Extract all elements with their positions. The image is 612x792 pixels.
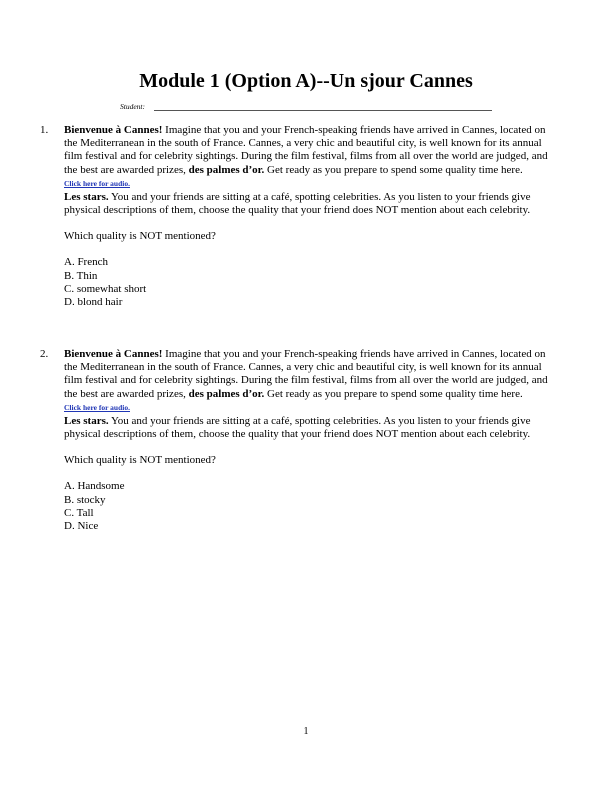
question-block-2 xyxy=(40,348,550,533)
intro-text-end: Get ready as you prepare to spend some quality time here. xyxy=(264,387,523,400)
question-intro xyxy=(64,124,550,177)
intro-text: Imagine that you and your French-speaking friends have arrived in Cannes, located on the Mediterranean in the south of France. Cannes, a very chic and beautiful city, is well known for its annual film festival and for celebrity sightings. During the film festival, films from all over the world are judged, and the best are awarded prizes, xyxy=(64,124,548,176)
answer-option[interactable]: B. stocky xyxy=(64,493,106,506)
question-context xyxy=(64,415,550,441)
answer-option[interactable]: A. Handsome xyxy=(64,480,125,493)
audio-link[interactable]: Click here for audio. xyxy=(64,402,130,412)
intro-heading: Bienvenue à Cannes! xyxy=(64,348,163,360)
context-text: You and your friends are sitting at a café, spotting celebrities. As you listen to your friends give physical descriptions of them, choose the quality that your friend does NOT mention about each celebrity. xyxy=(64,190,531,217)
page-title: Module 1 (Option A)--Un sjour Cannes xyxy=(139,70,473,92)
answer-option[interactable]: C. Tall xyxy=(64,506,94,519)
answer-option[interactable]: B. Thin xyxy=(64,269,98,282)
question-context xyxy=(64,191,550,217)
intro-emphasis: des palmes d’or. xyxy=(188,387,265,400)
audio-link[interactable]: Click here for audio. xyxy=(64,178,130,188)
answer-option[interactable]: D. Nice xyxy=(64,520,99,533)
context-heading: Les stars. xyxy=(64,414,109,427)
intro-text: Imagine that you and your French-speaking friends have arrived in Cannes, located on the Mediterranean in the south of France. Cannes, a very chic and beautiful city, is well known for its annual film festival and for celebrity sightings. During the film festival, films from all over the world are judged, and the best are awarded prizes, xyxy=(64,348,548,400)
answer-options xyxy=(64,480,550,533)
intro-heading: Bienvenue à Cannes! xyxy=(64,124,163,136)
answer-option[interactable]: C. somewhat short xyxy=(64,282,147,295)
answer-option[interactable]: A. French xyxy=(64,256,108,269)
question-number: 2. xyxy=(40,348,49,360)
question-prompt: Which quality is NOT mentioned? xyxy=(64,230,216,243)
context-text: You and your friends are sitting at a café, spotting celebrities. As you listen to your friends give physical descriptions of them, choose the quality that your friend does NOT mention about each celebrity. xyxy=(64,414,531,441)
question-block-1 xyxy=(40,124,550,309)
intro-text-end: Get ready as you prepare to spend some quality time here. xyxy=(264,163,523,176)
context-heading: Les stars. xyxy=(64,190,109,203)
answer-options xyxy=(64,256,550,309)
intro-emphasis: des palmes d’or. xyxy=(188,163,265,176)
answer-option[interactable]: D. blond hair xyxy=(64,296,123,309)
question-number: 1. xyxy=(40,124,49,136)
question-intro xyxy=(64,348,550,401)
student-name-field[interactable] xyxy=(120,102,492,112)
question-prompt: Which quality is NOT mentioned? xyxy=(64,454,216,467)
student-name-underline xyxy=(154,110,492,111)
page-number: 1 xyxy=(303,726,309,737)
student-label: Student: xyxy=(120,102,145,111)
